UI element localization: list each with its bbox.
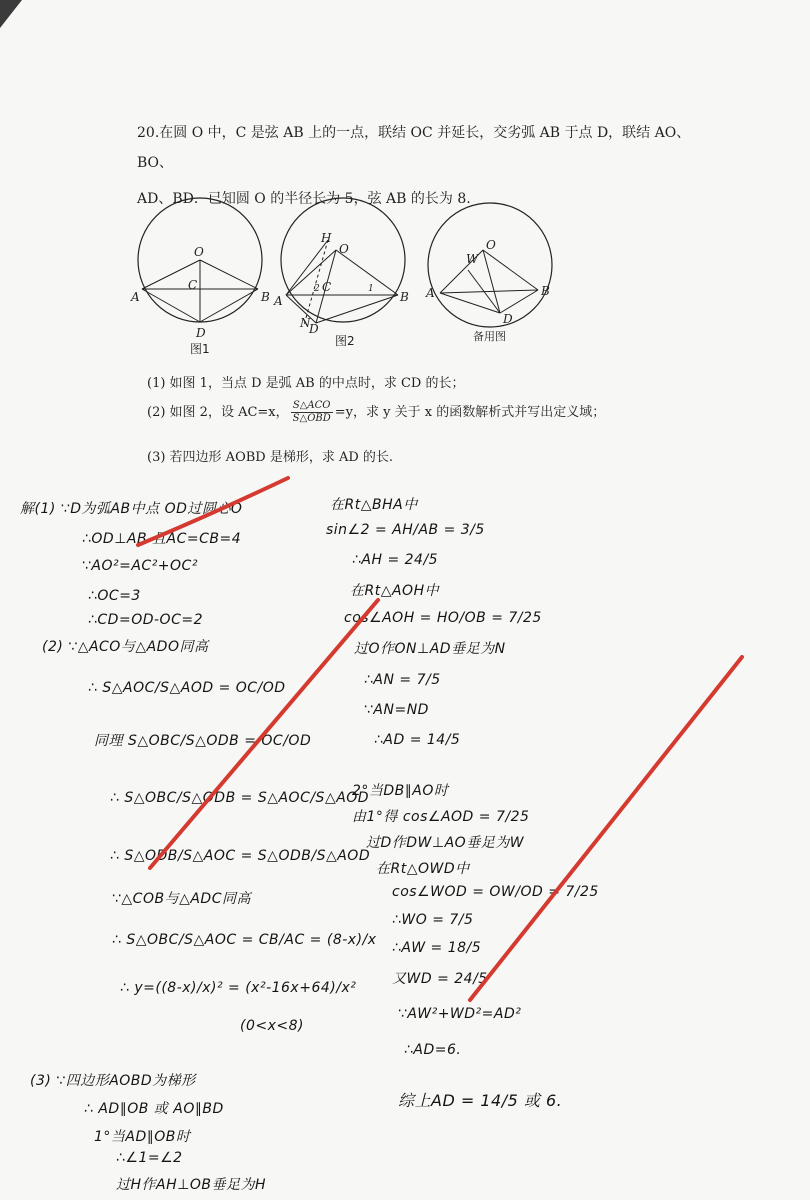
question-2-prefix: (2) 如图 2，设 AC=x， <box>147 405 289 420</box>
hw-right-line: ∵AN=ND <box>364 702 429 718</box>
hw-right-line: 由1°得 cos∠AOD = 7/25 <box>352 809 530 825</box>
problem-line-2: AD、BD．已知圆 O 的半径长为 5，弦 AB 的长为 8. <box>137 191 471 207</box>
grading-check-mark-2 <box>150 600 378 868</box>
problem-line-1: 20.在圆 O 中，C 是弦 AB 上的一点，联结 OC 并延长，交劣弧 AB 于点 D，联结 AO、BO、 <box>137 125 691 171</box>
hw-right-line: ∴AD = 14/5 <box>374 732 461 748</box>
fig2-label-a: A <box>274 294 283 308</box>
hw-right-line: 在Rt△BHA中 <box>330 497 418 513</box>
hw-right-line: ∴AN = 7/5 <box>364 672 441 688</box>
hw-right-line: ∵AW²+WD²=AD² <box>398 1006 522 1022</box>
hw-left-line: ∴ S△OBC/S△ODB = S△AOC/S△AOD <box>110 790 370 806</box>
hw-left-line: ∴ S△OBC/S△AOC = CB/AC = (8-x)/x <box>112 932 377 948</box>
hw-left-line: ∴ S△AOC/S△AOD = OC/OD <box>88 680 286 696</box>
hw-right-line: 又WD = 24/5 <box>392 971 488 987</box>
fig1-label-c: C <box>188 278 198 292</box>
hw-left-line: 同理 S△OBC/S△ODB = OC/OD <box>94 733 312 749</box>
hw-right-line: ∴AH = 24/5 <box>352 552 439 568</box>
fig3-label-b: B <box>541 284 550 298</box>
hw-right-line: cos∠WOD = OW/OD = 7/25 <box>392 884 599 900</box>
fig2-label-n: N <box>300 316 311 330</box>
hw-left-line: 过H作AH⊥OB垂足为H <box>116 1177 266 1193</box>
fig1-label-o: O <box>194 245 204 259</box>
hw-right-line: 2°当DB∥AO时 <box>352 783 449 799</box>
hw-right-line: ∴AD=6. <box>404 1042 462 1058</box>
hw-right-line: cos∠AOH = HO/OB = 7/25 <box>344 610 542 626</box>
fig3-label-o: O <box>486 238 496 252</box>
fig3-label-a: A <box>426 286 435 300</box>
hw-left-line: ∴OC=3 <box>88 588 141 604</box>
fig1-label-a: A <box>131 290 140 304</box>
fig3-label-w: W <box>466 252 479 266</box>
hw-right-line: ∴AW = 18/5 <box>392 940 482 956</box>
fig2-label-d: D <box>309 322 319 336</box>
fig3-label-d: D <box>503 312 513 326</box>
hw-right-line: sin∠2 = AH/AB = 3/5 <box>326 522 485 538</box>
hw-right-line: ∴WO = 7/5 <box>392 912 474 928</box>
fig2-angle-2: 2 <box>314 284 320 294</box>
fig2-caption: 图2 <box>335 334 355 348</box>
hw-left-line: 解(1) ∵D为弧AB中点 OD过圆心O <box>20 501 243 517</box>
hw-right-line: 在Rt△AOH中 <box>350 583 440 599</box>
fig1-caption: 图1 <box>190 342 210 356</box>
hw-right-line: 综上AD = 14/5 或 6. <box>398 1091 563 1110</box>
hw-left-line: (2) ∵△ACO与△ADO同高 <box>42 639 209 655</box>
hw-left-line: ∴CD=OD-OC=2 <box>88 612 203 628</box>
hw-left-line: ∴OD⊥AB 且AC=CB=4 <box>82 531 242 547</box>
question-2-denominator: S△OBD <box>292 413 331 424</box>
fig1-label-b: B <box>261 290 270 304</box>
question-3: (3) 若四边形 AOBD 是梯形，求 AD 的长. <box>147 450 394 465</box>
hw-right-line: 在Rt△OWD中 <box>376 861 470 877</box>
question-2-numerator: S△ACO <box>291 400 333 413</box>
hw-left-line: 1°当AD∥OB时 <box>94 1129 191 1145</box>
question-2-suffix: =y，求 y 关于 x 的函数解析式并写出定义域； <box>334 405 606 420</box>
hw-right-line: 过O作ON⊥AD垂足为N <box>354 641 506 657</box>
grading-check-mark-1 <box>138 478 288 545</box>
fig2-angle-1: 1 <box>368 284 374 294</box>
hw-left-line: ∵△COB与△ADC同高 <box>112 891 251 907</box>
hw-right-line: 过D作DW⊥AO垂足为W <box>366 835 525 851</box>
fig3-caption: 备用图 <box>473 330 506 343</box>
fig1-label-d: D <box>196 326 206 340</box>
hw-left-line: ∴ y=((8-x)/x)² = (x²-16x+64)/x² <box>120 980 357 996</box>
grading-check-mark-3 <box>470 657 742 1000</box>
hw-left-line: ∴ S△ODB/S△AOC = S△ODB/S△AOD <box>110 848 371 864</box>
fig2-label-b: B <box>400 290 409 304</box>
question-1: (1) 如图 1，当点 D 是弧 AB 的中点时，求 CD 的长； <box>147 376 465 391</box>
fig2-label-c: C <box>322 280 332 294</box>
hw-left-line: ∴∠1=∠2 <box>116 1150 183 1166</box>
hw-left-line: ∴ AD∥OB 或 AO∥BD <box>84 1101 224 1117</box>
hw-left-line: ∵AO²=AC²+OC² <box>82 558 198 574</box>
hw-left-line: (0<x<8) <box>240 1018 304 1034</box>
hw-left-line: (3) ∵四边形AOBD为梯形 <box>30 1073 196 1089</box>
fig2-label-h: H <box>321 231 332 245</box>
fig2-label-o: O <box>339 242 349 256</box>
